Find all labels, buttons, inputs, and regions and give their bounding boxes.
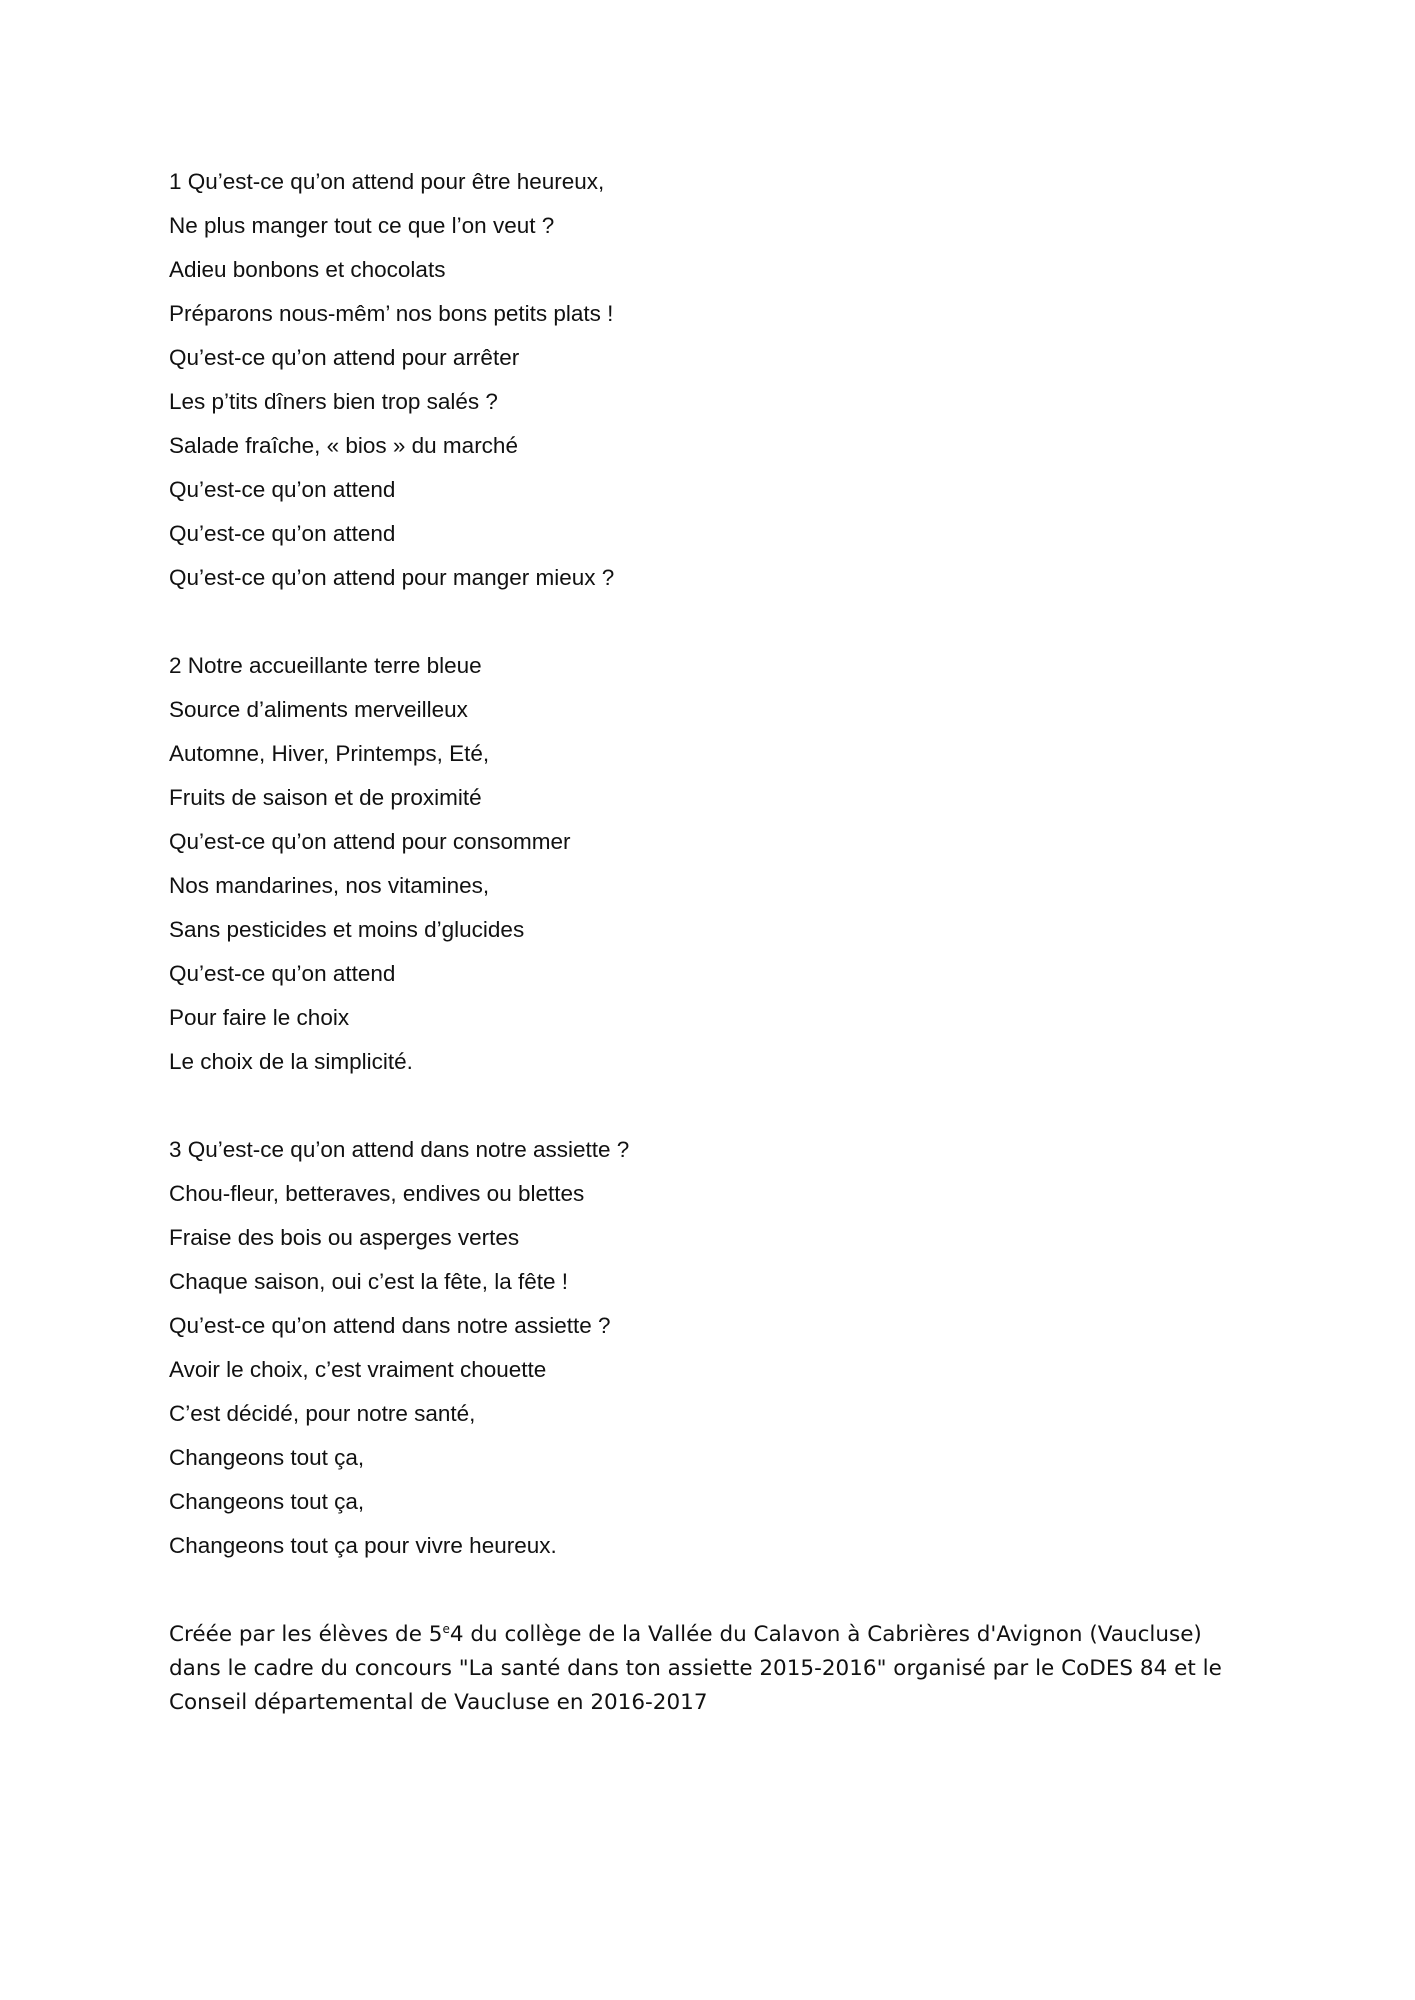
lyric-line: 1 Qu’est-ce qu’on attend pour être heureux,	[169, 169, 605, 194]
stanza-1	[169, 160, 1269, 600]
credits-text-start: Créée par les élèves de 5	[169, 1622, 443, 1647]
lyric-line: Qu’est-ce qu’on attend pour arrêter	[169, 345, 520, 370]
lyric-line: Salade fraîche, « bios » du marché	[169, 433, 518, 458]
lyric-line: Chaque saison, oui c’est la fête, la fête !	[169, 1269, 568, 1294]
stanza-2	[169, 644, 1269, 1084]
lyric-line: Chou-fleur, betteraves, endives ou blettes	[169, 1181, 585, 1206]
song-lyrics-page	[169, 160, 1269, 1720]
lyric-line: Avoir le choix, c’est vraiment chouette	[169, 1357, 547, 1382]
lyric-line: 2 Notre accueillante terre bleue	[169, 653, 482, 678]
lyric-line: Automne, Hiver, Printemps, Eté,	[169, 741, 490, 766]
credits-paragraph	[169, 1618, 1259, 1720]
lyric-line: Adieu bonbons et chocolats	[169, 257, 446, 282]
lyric-line: Qu’est-ce qu’on attend pour consommer	[169, 829, 571, 854]
lyric-line: C’est décidé, pour notre santé,	[169, 1401, 476, 1426]
lyric-line: Qu’est-ce qu’on attend pour manger mieux ?	[169, 565, 615, 590]
lyric-line: Le choix de la simplicité.	[169, 1049, 413, 1074]
lyric-line: Qu’est-ce qu’on attend	[169, 961, 396, 986]
lyric-line: Qu’est-ce qu’on attend	[169, 477, 396, 502]
lyric-line: Changeons tout ça,	[169, 1489, 365, 1514]
lyric-line: Changeons tout ça pour vivre heureux.	[169, 1533, 557, 1558]
stanza-spacer	[169, 1084, 1269, 1128]
stanza-3	[169, 1128, 1269, 1568]
lyric-line: Pour faire le choix	[169, 1005, 350, 1030]
credits-superscript: e	[442, 1621, 450, 1636]
stanza-spacer	[169, 600, 1269, 644]
credits-text-end: 4 du collège de la Vallée du Calavon à Cabrières d'Avignon (Vaucluse) dans le cadre du concours "La santé dans ton assiette 2015-2016" organisé par le CoDES 84 et le Conseil départemental de Vaucluse en 2016-2017	[169, 1622, 1222, 1715]
lyric-line: Nos mandarines, nos vitamines,	[169, 873, 490, 898]
lyric-line: Fraise des bois ou asperges vertes	[169, 1225, 520, 1250]
lyric-line: 3 Qu’est-ce qu’on attend dans notre assiette ?	[169, 1137, 630, 1162]
lyric-line: Changeons tout ça,	[169, 1445, 365, 1470]
lyric-line: Source d’aliments merveilleux	[169, 697, 468, 722]
lyric-line: Qu’est-ce qu’on attend dans notre assiette ?	[169, 1313, 611, 1338]
lyric-line: Fruits de saison et de proximité	[169, 785, 482, 810]
lyric-line: Préparons nous-mêm’ nos bons petits plats !	[169, 301, 614, 326]
lyric-line: Qu’est-ce qu’on attend	[169, 521, 396, 546]
lyric-line: Sans pesticides et moins d’glucides	[169, 917, 525, 942]
lyric-line: Ne plus manger tout ce que l’on veut ?	[169, 213, 555, 238]
lyric-line: Les p’tits dîners bien trop salés ?	[169, 389, 498, 414]
